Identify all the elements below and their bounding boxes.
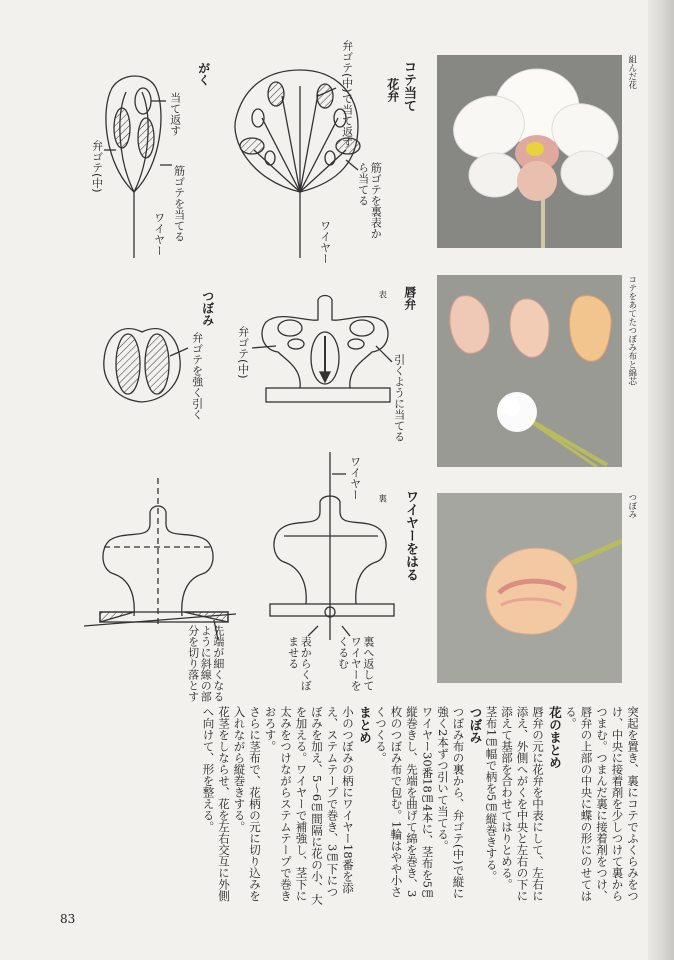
wire-left-diagram — [84, 478, 236, 640]
label-omotekara: 表からくぼませる — [286, 636, 313, 691]
para-2: 唇弁の元に花弁を中表にして、左右に添え、外側へがくを中央と左右の下に添えて基部を合わせてはりとめる。 — [500, 706, 545, 902]
label-wire-kaben: ワイヤー — [318, 220, 332, 264]
label-tsubomi: つぼみ — [200, 290, 215, 326]
para-5: ワイヤー30番18㎝4本に、茎布を5㎝縦巻きし、先端を曲げて綿を巻き、3枚のつぼみ布で包む。1輪はやや小さくつくる。 — [374, 706, 435, 900]
heading-matome-1: 花のまとめ — [547, 706, 563, 769]
heading-kote: コテ当て — [400, 60, 416, 112]
label-omote: 表 — [376, 290, 387, 299]
bud-diagram — [104, 329, 188, 402]
label-shinben: 唇弁 — [402, 286, 417, 310]
heading-wire: ワイヤーをはる — [402, 490, 418, 581]
para-4: つぼみ布の裏から、弁ゴテ(中)で縦に強く2本ずつ引いて当てる。 — [436, 706, 466, 899]
label-sentan: 先端が細くなるように斜線の部分を切り落とす — [186, 625, 225, 702]
lip-diagram — [252, 296, 392, 403]
heading-matome-2: まとめ — [357, 706, 373, 744]
photo-petals — [437, 275, 622, 467]
caption-bud: つぼみ — [626, 493, 637, 519]
heading-tsubomi: つぼみ — [468, 706, 483, 744]
label-bengote-tsuyoku: 弁ゴテを強く引く — [190, 332, 204, 420]
label-gaku: がく — [196, 62, 211, 86]
label-bengote-ategaesu: 弁ゴテ(中)で当て返す — [340, 40, 354, 148]
label-sujigote-kaben: 筋ゴテを裏表から当てる — [356, 162, 383, 239]
photo-flower — [437, 55, 622, 248]
label-ura: 裏 — [376, 494, 387, 503]
label-ategaesu-gaku: 当て返す — [168, 92, 182, 136]
para-8: 花茎をしならせ、花を左右交互に外側へ向けて、形を整える。 — [201, 706, 231, 902]
para-1: 突起を置き、裏にコテでふくらみをつけ、中央に接着剤を少しつけて裏からつまむ。つまんだ裏に接着剤をつけ、唇弁の上部の中央に蝶の形にのせてはる。 — [564, 706, 640, 902]
label-bengote-naka-gaku: 弁ゴテ(中) — [90, 140, 104, 193]
para-7: さらに茎布で、花柄の元に切り込みを入れながら縦巻きする。 — [232, 706, 262, 902]
page-number: 83 — [60, 912, 76, 926]
label-kaben: 花弁 — [385, 78, 400, 102]
wire-right-diagram — [270, 452, 394, 640]
label-wire-top: ワイヤー — [348, 456, 362, 500]
para-6: 小のつぼみの柄にワイヤー18番を添え、ステムテープで巻き、3㎝下につぼみを加え、5～6㎝間隔に花の小、大を加える。ワイヤーで補強し、茎下に太みをつけながらステムテープで巻きおろす。 — [263, 706, 355, 905]
label-sujigote-gaku: 筋ゴテを当てる — [172, 165, 186, 242]
caption-flower: 組んだ花 — [626, 55, 637, 89]
label-hikuyouni: 引くように当てる — [392, 354, 406, 442]
caption-petals: コテをあてたつぼみ布と綿芯 — [626, 275, 637, 386]
label-uragaeshi: 裏へ返してワイヤーをくるむ — [336, 636, 375, 691]
label-wire-gaku: ワイヤー — [152, 212, 166, 256]
label-bengote-naka-shin: 弁ゴテ(中) — [236, 326, 250, 379]
photo-bud — [437, 493, 622, 683]
instruction-text — [60, 706, 640, 906]
para-3: 茎布1㎝幅で柄を5㎝縦巻きする。 — [484, 706, 499, 882]
